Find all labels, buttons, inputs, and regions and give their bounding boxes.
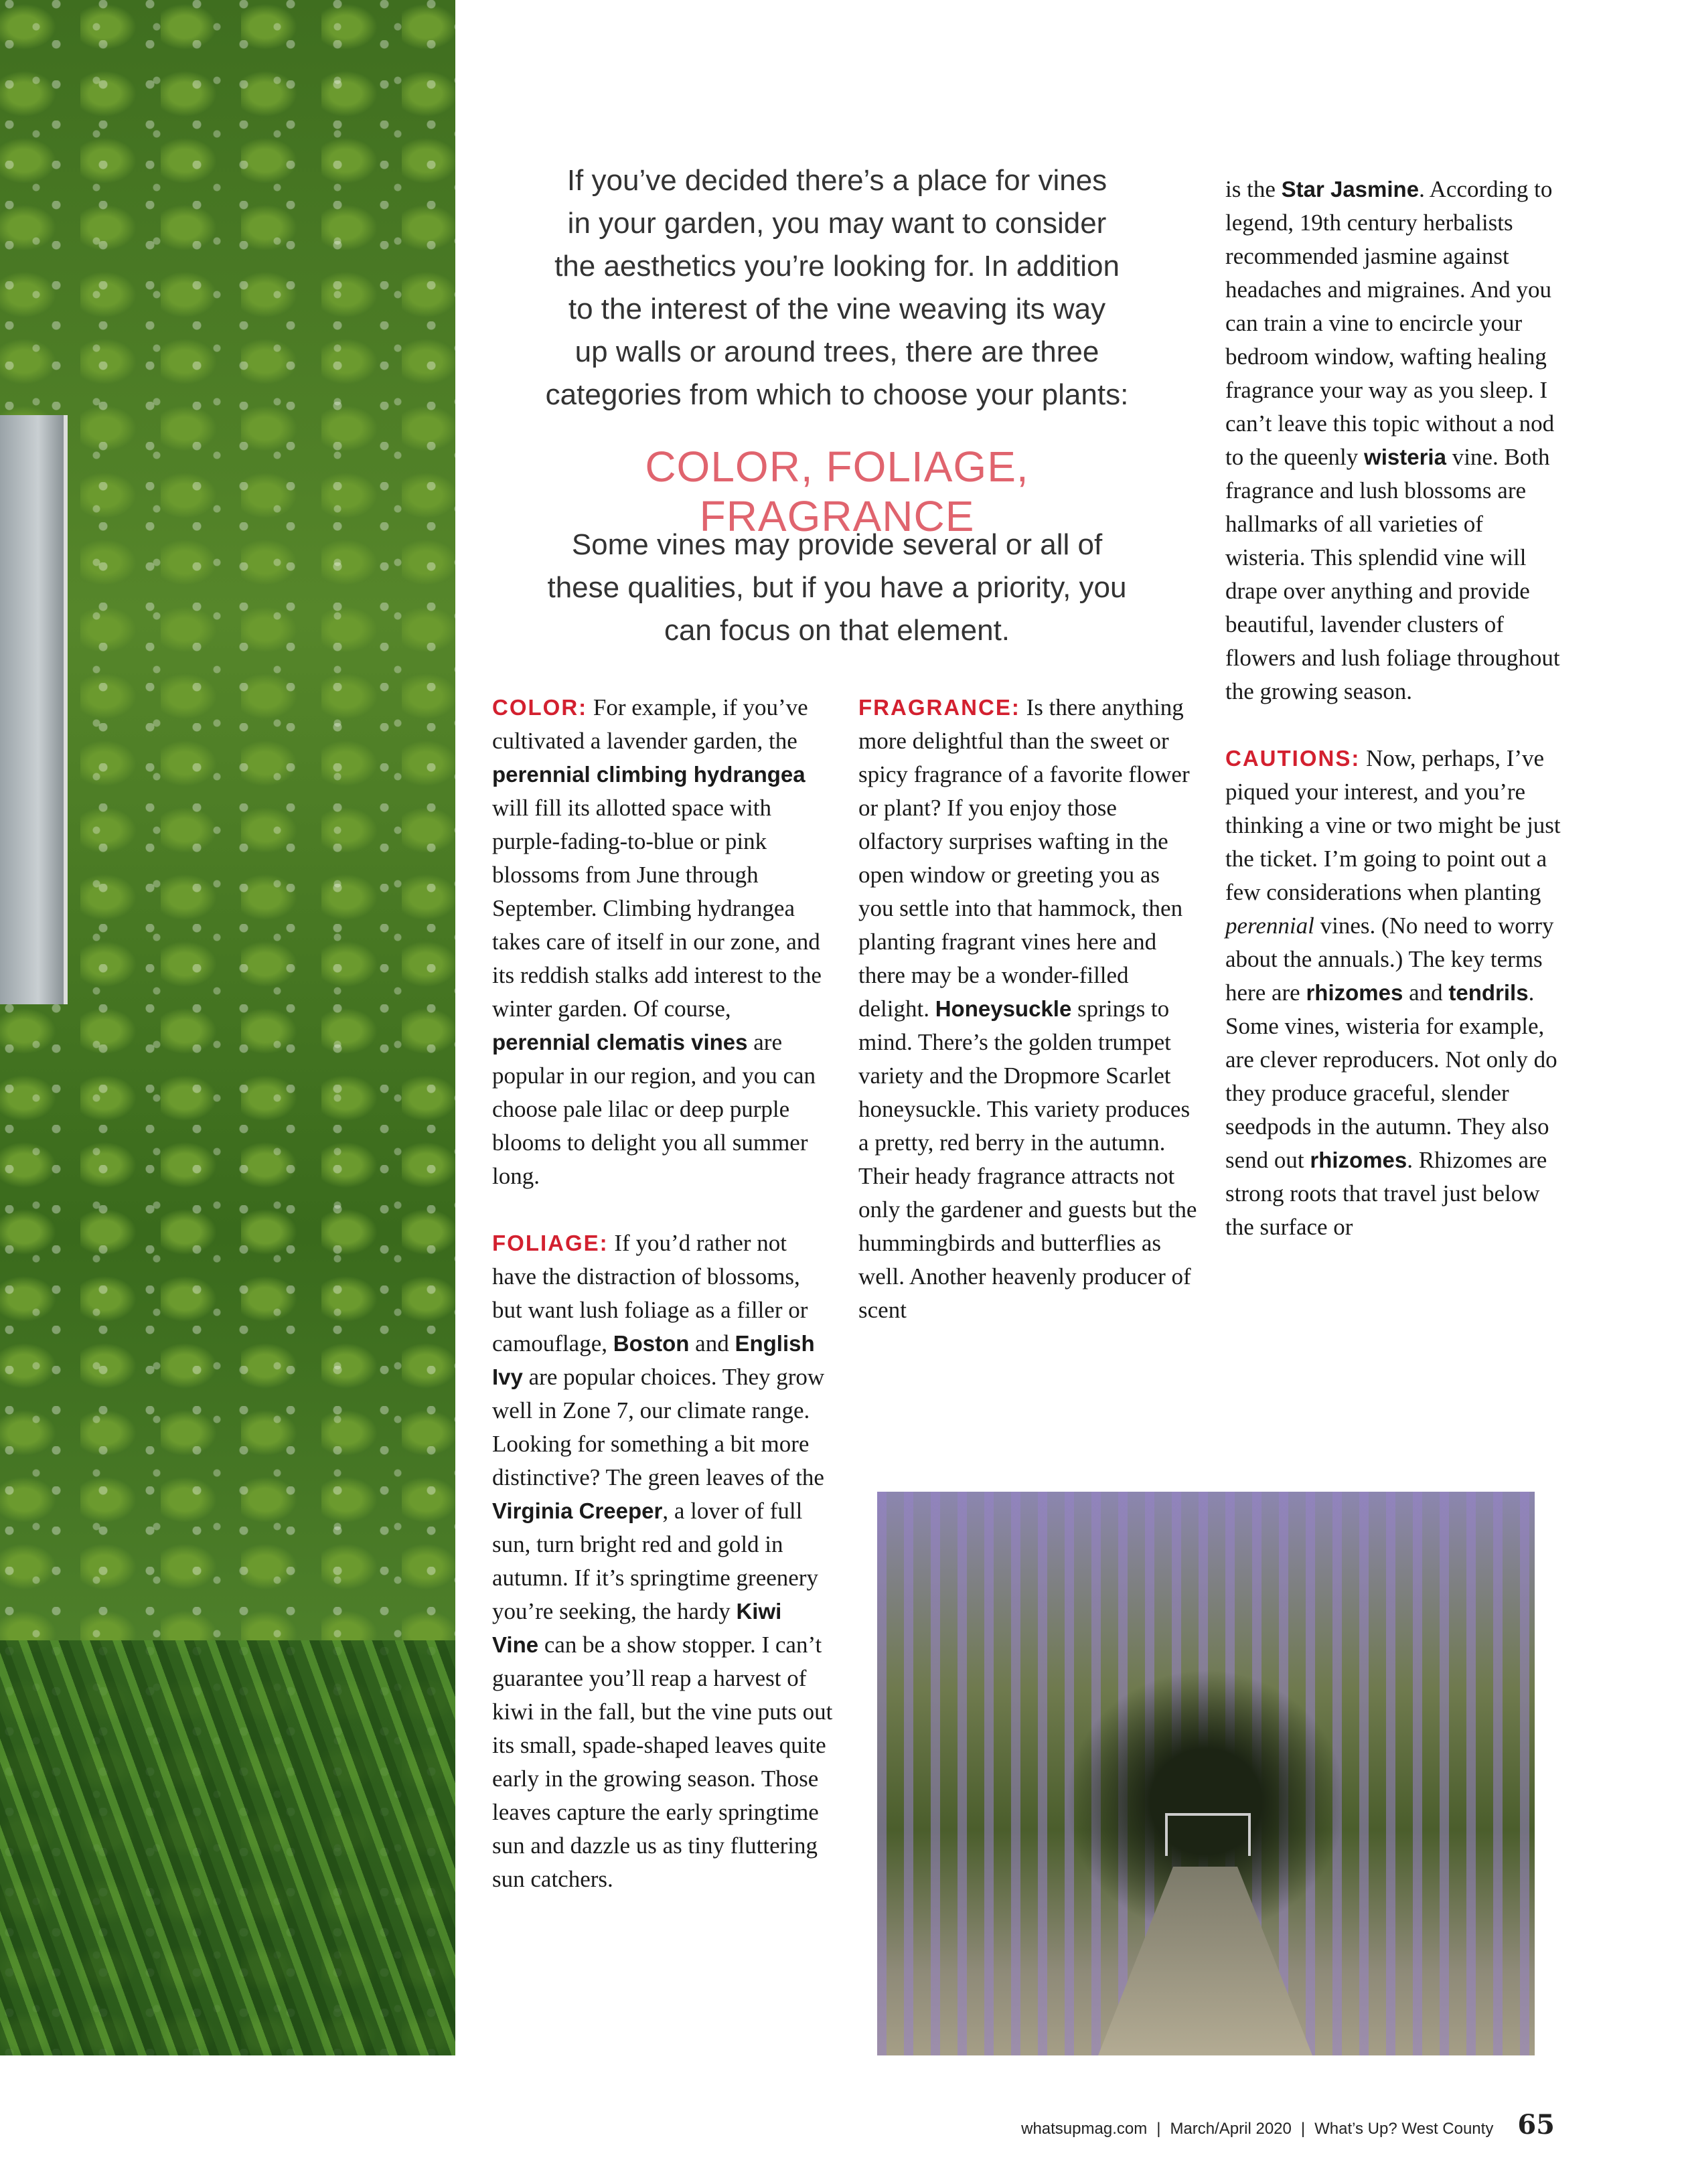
body-text: . According to legend, 19th century herbalists recommended jasmine against headaches and migraines. And you can train a vine to encircle your bedroom window, wafting healing fragrance your way as you sleep. I can’t leave this topic without a nod to the queenly <box>1225 176 1555 470</box>
section-heading: COLOR, FOLIAGE, FRAGRANCE <box>645 443 1029 540</box>
plant-name: Virginia Creeper <box>492 1498 663 1523</box>
plant-name: perennial climbing hydrangea <box>492 762 806 787</box>
footer-separator: | <box>1156 2120 1161 2138</box>
agapanthus-leaves <box>0 1640 455 2055</box>
plant-name: English Ivy <box>492 1331 815 1389</box>
body-text: Is there anything more delightful than the sweet or spicy fragrance of a favorite flower or plant? If you enjoy those olfactory surprises wafting in the open window or greeting you as you settle into that hammock, then planting fragrant vines here and there may be a wonder-filled delight. <box>858 694 1190 1022</box>
body-text: If you’d rather not have the distraction of blossoms, but want lush foliage as a filler or camouflage, <box>492 1230 808 1356</box>
intro-line: can focus on that element. <box>664 614 1010 647</box>
body-text: , a lover of full sun, turn bright red and gold in autumn. If it’s springtime greenery you’re seeking, the hardy <box>492 1498 818 1624</box>
article-paragraph <box>1225 742 1567 1244</box>
body-text: springs to mind. There’s the golden trumpet variety and the Dropmore Scarlet honeysuckle. This variety produces a pretty, red berry in the autumn. Their heady fragrance attracts not only the gardener and guests but the hummingbirds and butterflies as well. Another heavenly producer of scent <box>858 996 1197 1323</box>
body-text: and <box>1403 980 1449 1006</box>
page-footer <box>1021 2109 1555 2140</box>
article-column-2 <box>858 691 1200 1360</box>
garden-path <box>1098 1867 1312 2055</box>
article-paragraph <box>858 691 1200 1327</box>
body-text: are popular choices. They grow well in Zone 7, our climate range. Looking for something a bit more distinctive? The green leaves of the <box>492 1364 825 1490</box>
intro-line: in your garden, you may want to consider <box>567 207 1107 240</box>
window <box>0 415 68 1004</box>
plant-name: rhizomes <box>1310 1148 1407 1172</box>
plant-name: tendrils <box>1448 980 1529 1005</box>
section-label: COLOR: <box>492 695 588 720</box>
intro-line: to the interest of the vine weaving its way <box>568 293 1106 325</box>
intro-line: up walls or around trees, there are three <box>575 335 1099 368</box>
intro-line: If you’ve decided there’s a place for vines <box>566 164 1107 197</box>
body-text: . Some vines, wisteria for example, are clever reproducers. Not only do they produce graceful, slender seedpods in the autumn. They also send out <box>1225 980 1557 1173</box>
article-column-3 <box>1225 173 1567 1277</box>
section-label: FOLIAGE: <box>492 1231 609 1255</box>
body-text: is the <box>1225 176 1282 202</box>
plant-name: wisteria <box>1364 445 1446 469</box>
footer-site: whatsupmag.com <box>1021 2120 1148 2138</box>
body-text: perennial <box>1225 913 1314 939</box>
body-text: For example, if you’ve cultivated a lavender garden, the <box>492 694 808 754</box>
article-paragraph <box>492 691 834 1193</box>
footer-issue: March/April 2020 <box>1170 2120 1292 2138</box>
wisteria-arch-photo <box>877 1492 1535 2055</box>
body-text: will fill its allotted space with purple-fading-to-blue or pink blossoms from June through September. Climbing hydrangea takes care of itself in our zone, and its reddish stalks add interest to the winter garden. Of course, <box>492 795 822 1022</box>
plant-name: Kiwi Vine <box>492 1599 782 1657</box>
section-label: FRAGRANCE: <box>858 695 1020 720</box>
body-text: Now, perhaps, I’ve piqued your interest, and you’re thinking a vine or two might be just the ticket. I’m going to point out a few considerations when planting <box>1225 745 1561 905</box>
body-text: vine. Both fragrance and lush blossoms are hallmarks of all varieties of wisteria. This splendid vine will drape over anything and provide beautiful, lavender clusters of flowers and lush foliage throughout the growing season. <box>1225 444 1560 704</box>
intro-line: Some vines may provide several or all of <box>571 528 1103 561</box>
article-paragraph <box>1225 173 1567 708</box>
footer-magazine: What’s Up? West County <box>1314 2120 1494 2138</box>
body-text: vines. (No need to worry about the annuals.) The key terms here are <box>1225 913 1554 1006</box>
body-text: . Rhizomes are strong roots that travel just below the surface or <box>1225 1147 1547 1240</box>
article-column-1 <box>492 691 834 1930</box>
plant-name: Honeysuckle <box>935 996 1072 1021</box>
garden-bench <box>1165 1813 1251 1856</box>
footer-separator: | <box>1300 2120 1306 2138</box>
plant-name: Star Jasmine <box>1281 177 1420 202</box>
plant-name: rhizomes <box>1306 980 1403 1005</box>
intro-paragraph-1 <box>509 159 1165 416</box>
intro-paragraph-2 <box>509 524 1165 652</box>
intro-line: categories from which to choose your plants: <box>545 378 1129 411</box>
section-label: CAUTIONS: <box>1225 746 1361 771</box>
intro-line: the aesthetics you’re looking for. In addition <box>554 250 1120 283</box>
star-jasmine-wall-photo <box>0 0 455 2055</box>
plant-name: perennial clematis vines <box>492 1030 748 1055</box>
article-paragraph <box>492 1227 834 1896</box>
intro-line: these qualities, but if you have a priority, you <box>547 571 1127 604</box>
page-number: 65 <box>1517 2109 1555 2140</box>
plant-name: Boston <box>613 1331 690 1356</box>
body-text: and <box>689 1330 735 1356</box>
body-text: can be a show stopper. I can’t guarantee you’ll reap a harvest of kiwi in the fall, but the vine puts out its small, spade-shaped leaves quite early in the growing season. Those leaves capture the early springtime sun and dazzle us as tiny fluttering sun catchers. <box>492 1632 833 1892</box>
body-text: are popular in our region, and you can choose pale lilac or deep purple blooms to delight you all summer long. <box>492 1029 816 1189</box>
